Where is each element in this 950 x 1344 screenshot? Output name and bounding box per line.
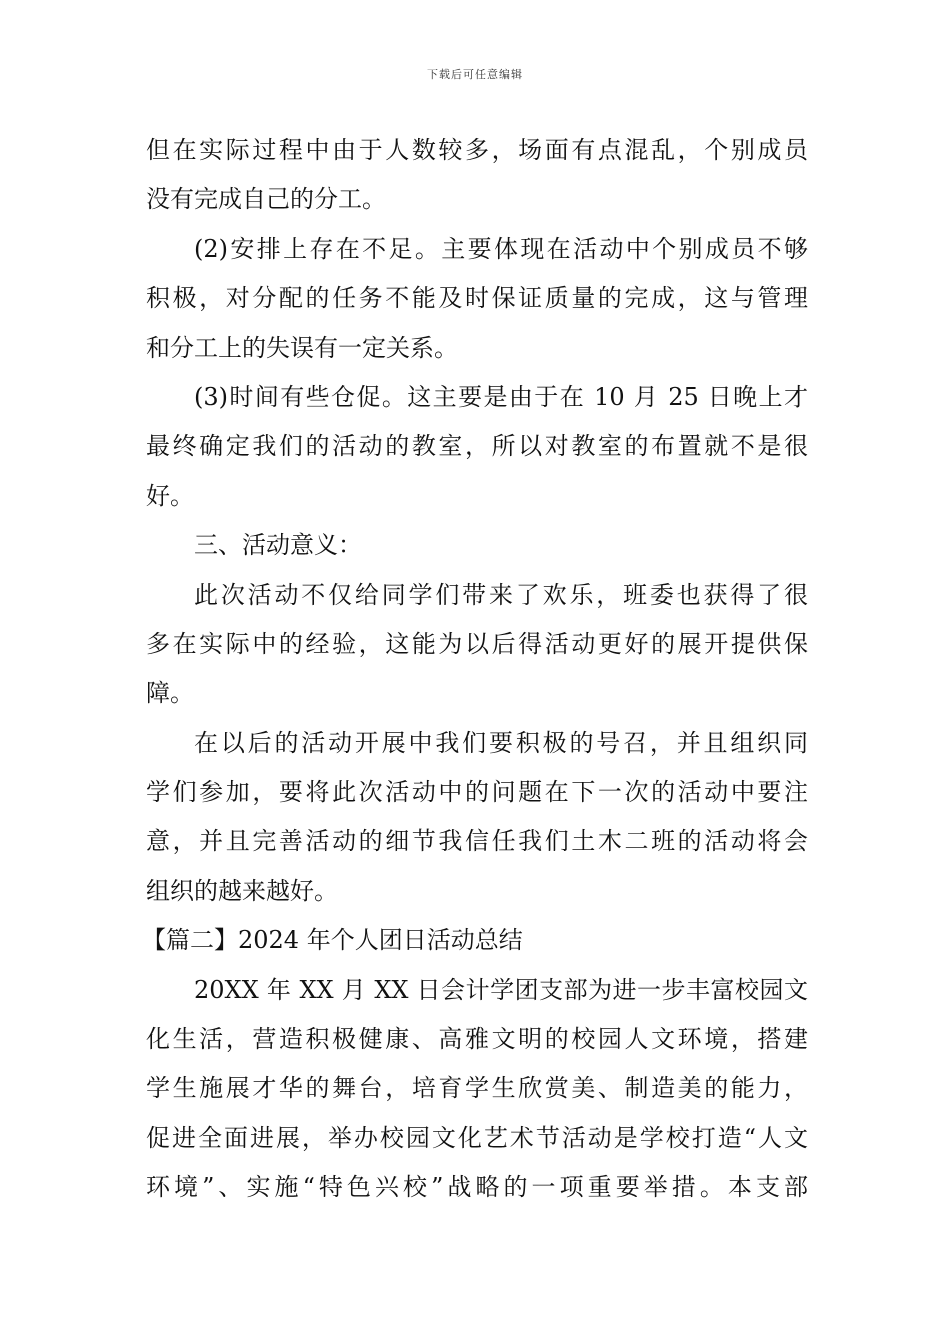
text-line: 化生活，营造积极健康、高雅文明的校园人文环境，搭建 [146, 1025, 808, 1054]
document-body [142, 126, 808, 1213]
text-line: 环境”、实施“特色兴校”战略的一项重要举措。本支部 [146, 1173, 808, 1202]
text-line: 但在实际过程中由于人数较多，场面有点混乱，个别成员 [146, 136, 808, 164]
text-line: 多在实际中的经验，这能为以后得活动更好的展开提供保 [146, 629, 808, 658]
text-line: 没有完成自己的分工。 [146, 185, 386, 214]
text-line: 此次活动不仅给同学们带来了欢乐，班委也获得了很 [194, 580, 808, 609]
header-download-note: 下载后可任意编辑 [427, 68, 523, 81]
text-line: 学生施展才华的舞台，培育学生欣赏美、制造美的能力， [146, 1074, 808, 1103]
text-line: 组织的越来越好。 [146, 876, 338, 905]
text-line: 积极，对分配的任务不能及时保证质量的完成，这与管理 [146, 284, 808, 313]
text-line: 20XX 年 XX 月 XX 日会计学团支部为进一步丰富校园文 [194, 975, 808, 1004]
text-line: 在以后的活动开展中我们要积极的号召，并且组织同 [194, 728, 808, 757]
text-line: 最终确定我们的活动的教室，所以对教室的布置就不是很 [146, 432, 808, 461]
text-line: (3)时间有些仓促。这主要是由于在 10 月 25 日晚上才 [194, 382, 808, 411]
section-heading: 三、活动意义： [194, 531, 362, 560]
text-line: 意，并且完善活动的细节我信任我们土木二班的活动将会 [146, 827, 808, 856]
text-line: 好。 [146, 481, 194, 510]
text-line: 障。 [146, 679, 194, 708]
text-line: 促进全面进展，举办校园文化艺术节活动是学校打造“人文 [146, 1123, 808, 1152]
text-line: (2)安排上存在不足。主要体现在活动中个别成员不够 [194, 234, 808, 263]
article-title: 【篇二】2024 年个人团日活动总结 [142, 926, 523, 955]
text-line: 和分工上的失误有一定关系。 [146, 333, 458, 362]
text-line: 学们参加，要将此次活动中的问题在下一次的活动中要注 [146, 778, 808, 807]
